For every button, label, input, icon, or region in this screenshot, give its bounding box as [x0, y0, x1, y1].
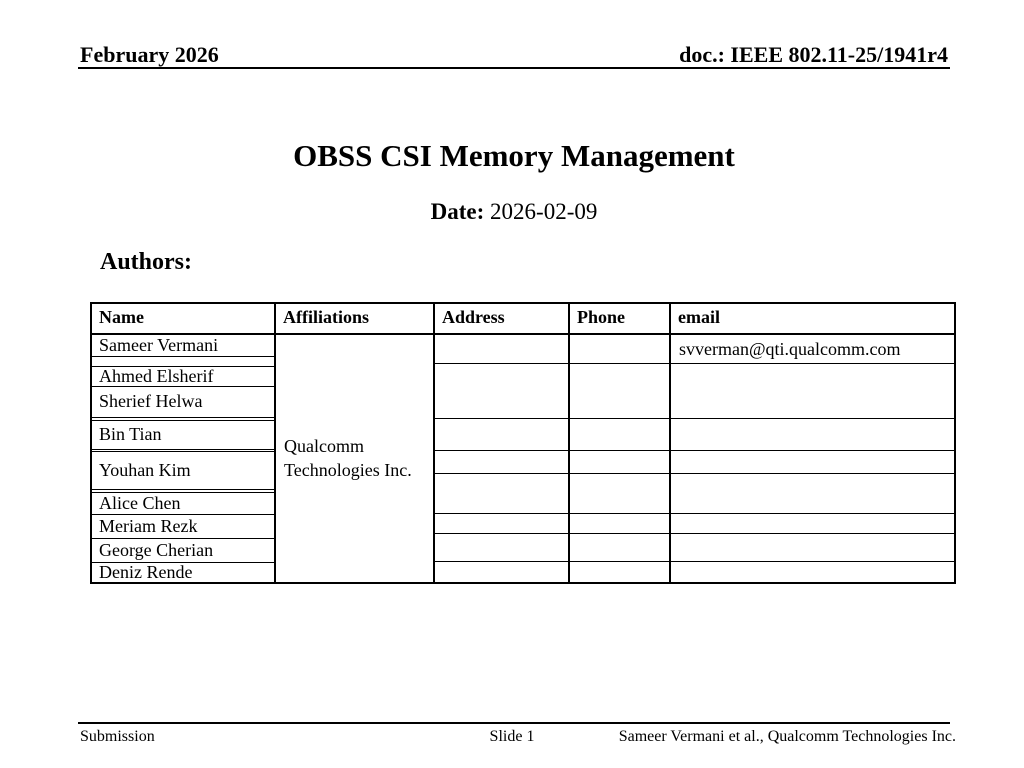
- address-cell: [435, 451, 570, 473]
- column-header-affiliations: Affiliations: [276, 304, 435, 333]
- table-row: [435, 514, 954, 534]
- email-cell: [671, 474, 954, 513]
- date-value: 2026-02-09: [490, 199, 598, 224]
- footer-submission: Submission: [80, 728, 155, 745]
- address-cell: [435, 514, 570, 533]
- name-cell: Bin Tian: [92, 421, 274, 450]
- column-header-email: email: [678, 307, 720, 327]
- table-row: [435, 364, 954, 419]
- table-row: [435, 451, 954, 474]
- table-row: [435, 335, 954, 364]
- table-row: [435, 562, 954, 582]
- phone-cell: [570, 419, 671, 450]
- address-cell: [435, 364, 570, 418]
- column-header-phone: Phone: [570, 304, 671, 333]
- email-cell: [671, 451, 954, 473]
- table-body: [92, 335, 954, 582]
- table-row: [435, 419, 954, 451]
- footer-author-credit: Sameer Vermani et al., Qualcomm Technologies Inc.: [618, 728, 956, 745]
- authors-heading: Authors:: [100, 249, 193, 275]
- phone-cell: [570, 534, 671, 561]
- phone-cell: [570, 514, 671, 533]
- name-cell: Sherief Helwa: [92, 387, 274, 418]
- address-cell: [435, 474, 570, 513]
- table-row: [435, 474, 954, 514]
- phone-cell: [570, 474, 671, 513]
- name-cell: George Cherian: [92, 539, 274, 563]
- row-gap: [92, 357, 274, 367]
- name-cell: Alice Chen: [92, 493, 274, 515]
- footer-slide-number: Slide 1: [489, 728, 535, 745]
- email-cell: [671, 419, 954, 450]
- email-cell: [671, 562, 954, 582]
- date-line: [78, 199, 950, 225]
- header-doc-number: doc.: IEEE 802.11-25/1941r4: [679, 42, 948, 67]
- name-cell: Deniz Rende: [99, 562, 193, 582]
- email-cell: [671, 364, 954, 418]
- address-cell: [435, 335, 570, 363]
- address-phone-email-columns: [435, 335, 954, 582]
- authors-table: [90, 302, 956, 584]
- name-column: [92, 335, 276, 582]
- address-cell: [435, 419, 570, 450]
- email-cell: [671, 534, 954, 561]
- phone-cell: [570, 562, 671, 582]
- date-label: Date:: [430, 199, 485, 224]
- column-header-name: Name: [92, 304, 276, 333]
- address-cell: [435, 534, 570, 561]
- address-cell: [435, 562, 570, 582]
- phone-cell: [570, 451, 671, 473]
- table-header-row: [92, 304, 954, 335]
- phone-cell: [570, 335, 671, 363]
- table-row: [435, 534, 954, 562]
- affiliation-cell: Qualcomm Technologies Inc.: [276, 335, 435, 582]
- email-cell: svverman@qti.qualcomm.com: [679, 338, 901, 359]
- slide-title: OBSS CSI Memory Management: [293, 138, 735, 173]
- header-rule: [78, 67, 950, 69]
- footer-rule: [78, 722, 950, 724]
- header-date: February 2026: [80, 42, 219, 67]
- name-cell: Ahmed Elsherif: [92, 367, 274, 387]
- name-cell: Sameer Vermani: [92, 335, 274, 357]
- name-cell: Meriam Rezk: [92, 515, 274, 539]
- email-cell: [671, 514, 954, 533]
- column-header-address: Address: [435, 304, 570, 333]
- phone-cell: [570, 364, 671, 418]
- name-cell: Youhan Kim: [92, 452, 274, 490]
